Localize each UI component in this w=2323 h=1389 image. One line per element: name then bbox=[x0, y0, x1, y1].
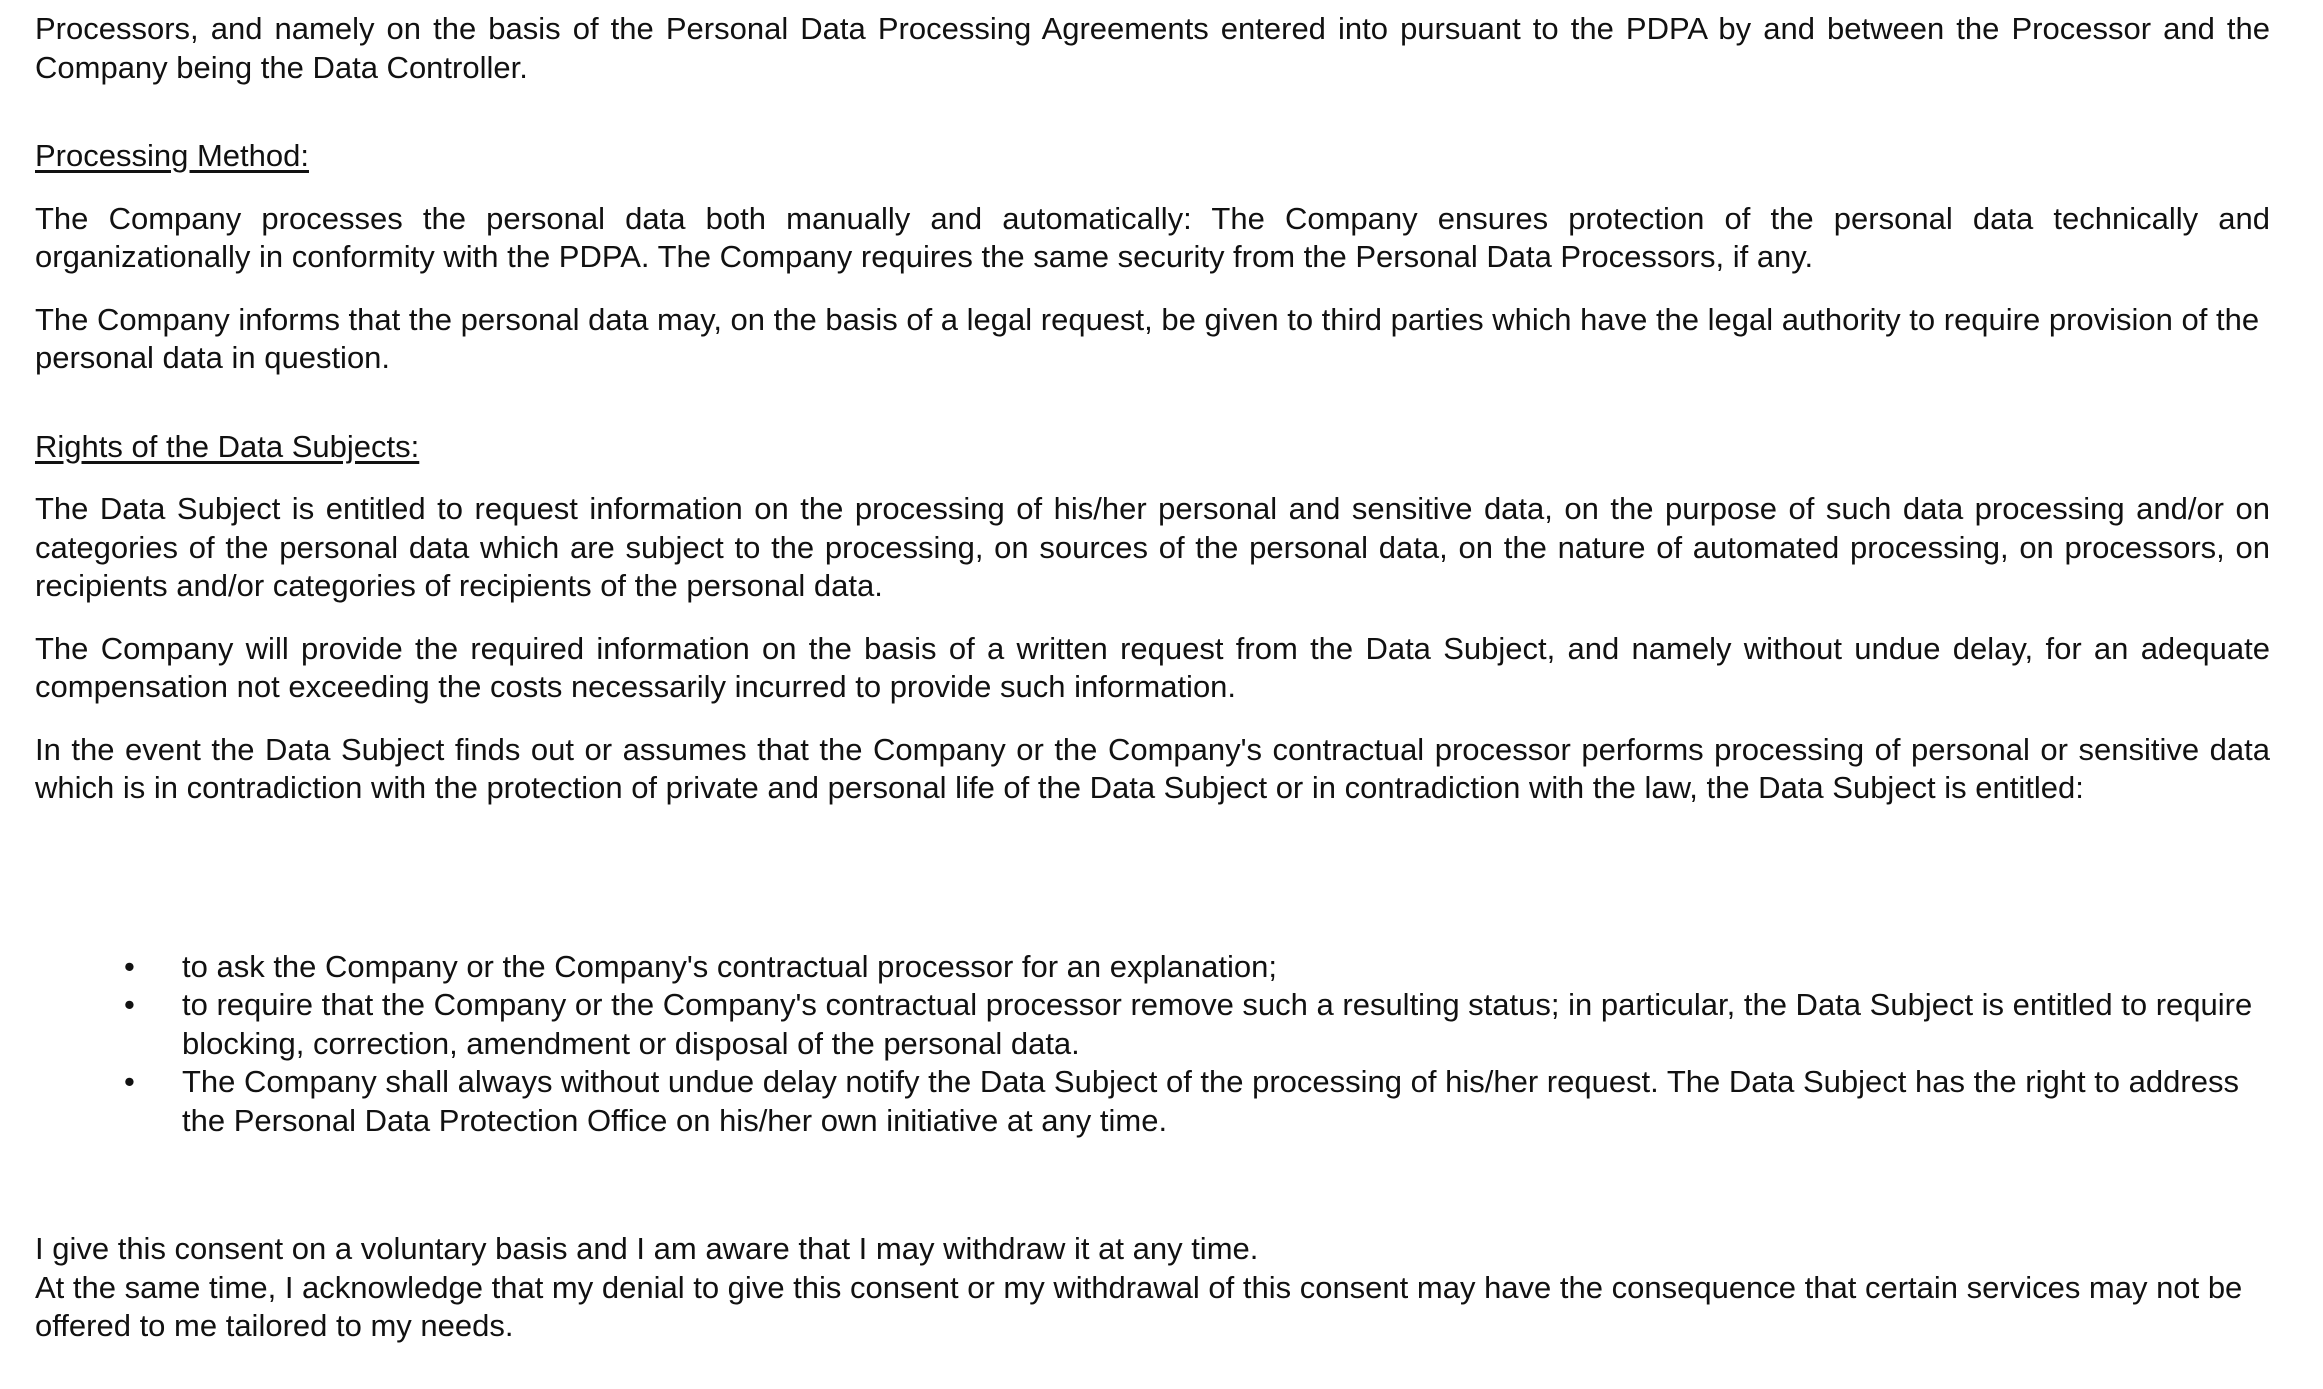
intro-paragraph: Processors, and namely on the basis of the Personal Data Processing Agreements entered into pursuant to the PDPA by and between the Processor and the Company being the Data Controller. bbox=[35, 11, 2270, 85]
rights-paragraph-2: The Company will provide the required information on the basis of a written request from the Data Subject, and namely without undue delay, for an adequate compensation not exceeding the costs necessarily incurred to provide such information. bbox=[35, 630, 2270, 704]
processing-method-paragraph-2: The Company informs that the personal data may, on the basis of a legal request, be given to third parties which have the legal authority to require provision of the personal data in question. bbox=[35, 301, 2260, 375]
list-item bbox=[35, 948, 2270, 987]
list-item-text: to ask the Company or the Company's contractual processor for an explanation; bbox=[182, 948, 1277, 984]
list-item-text: to require that the Company or the Company's contractual processor remove such a resulting status; in particular, the Data Subject is entitled to require blocking, correction, amendment or disposal of the personal data. bbox=[182, 987, 2253, 1061]
list-item bbox=[35, 986, 2270, 1063]
processing-method-paragraph-1: The Company processes the personal data both manually and automatically: The Company ensures protection of the personal data technically and organizationally in conformity with the PDPA. The Company requires the same security from the Personal Data Processors, if any. bbox=[35, 200, 2270, 274]
closing-statement bbox=[35, 1230, 2270, 1346]
bullet-icon: • bbox=[124, 948, 135, 984]
document-page bbox=[35, 10, 2270, 1346]
list-item-text: The Company shall always without undue delay notify the Data Subject of the processing of his/her request. The Data Subject has the right to address the Personal Data Protection Office on his/her own initiative at any time. bbox=[182, 1064, 2239, 1138]
bullet-icon: • bbox=[124, 987, 135, 1022]
closing-line-1: I give this consent on a voluntary basis and I am aware that I may withdraw it at any time. bbox=[35, 1231, 1259, 1266]
list-item bbox=[35, 1063, 2270, 1140]
rights-paragraph-1: The Data Subject is entitled to request information on the processing of his/her personal and sensitive data, on the purpose of such data processing and/or on categories of the personal data which are subject to the processing, on sources of the personal data, on the nature of automated processing, on processors, on recipients and/or categories of recipients of the personal data. bbox=[35, 491, 2270, 603]
bullet-icon: • bbox=[124, 1064, 135, 1099]
processing-method-heading: Processing Method: bbox=[35, 138, 309, 173]
closing-line-2: At the same time, I acknowledge that my denial to give this consent or my withdrawal of this consent may have the consequence that certain services may not be offered to me tailored to my needs. bbox=[35, 1269, 2243, 1343]
rights-paragraph-3: In the event the Data Subject finds out or assumes that the Company or the Company's contractual processor performs processing of personal or sensitive data which is in contradiction with the protection of private and personal life of the Data Subject or in contradiction with the law, the Data Subject is entitled: bbox=[35, 731, 2270, 805]
rights-bullet-list bbox=[35, 948, 2270, 1141]
rights-heading: Rights of the Data Subjects: bbox=[35, 428, 420, 464]
